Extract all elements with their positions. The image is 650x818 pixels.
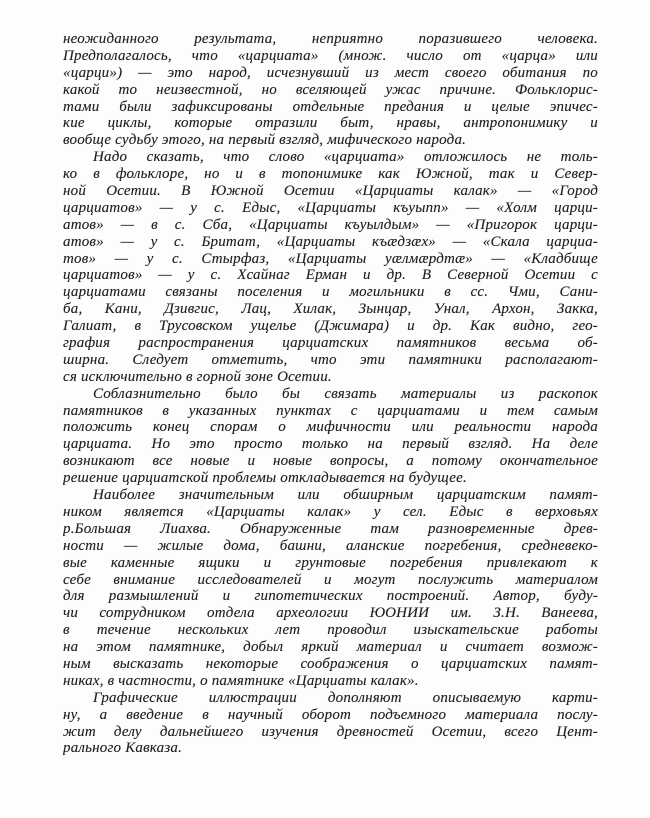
text-line: Надо сказать, что слово «царциата» отложилось не толь- (93, 149, 598, 166)
text-line: р.Большая Лиахва. Обнаруженные там разновременные древ- (63, 520, 598, 537)
text-line: графия распространения царциатских памятников весьма об- (63, 335, 598, 352)
text-line: на этом памятнике, добыл яркий материал и считает возмож- (63, 639, 598, 656)
text-line: вые каменные ящики и грунтовые погребения привлекают к (63, 554, 598, 571)
text-line: ко в фольклоре, но и в топонимике как Южной, так и Север- (63, 166, 598, 183)
text-line: чи сотрудником отдела археологии ЮОНИИ им. З.Н. Ванеева, (63, 605, 598, 622)
text-line: решение царциатской проблемы откладывается на будущее. (63, 470, 467, 487)
text-line: вообще судьбу этого, на первый взгляд, мифического народа. (63, 132, 467, 149)
text-line: возникают все новые и новые вопросы, а потому окончательное (63, 453, 598, 470)
paragraph-2 (63, 149, 598, 385)
page-text-block (63, 31, 598, 757)
text-line: в течение нескольких лет проводил изыскательские работы (63, 622, 598, 639)
text-line: ным высказать некоторые соображения о царциатских памят- (63, 655, 598, 672)
text-line: никах, в частности, о памятнике «Царциаты калак». (63, 672, 419, 689)
text-line: рального Кавказа. (63, 740, 183, 757)
text-line: какой то неизвестной, но вселяющей ужас причине. Фольклорис- (63, 81, 598, 98)
text-line: положить конец спорам о мифичности или реальности народа (63, 419, 598, 436)
text-line: царциатов» — у с. Хсайнаг Ерман и др. В Северной Осетии с (63, 267, 598, 284)
text-line: для размышлений и гипотетических построений. Автор, буду- (63, 588, 598, 605)
text-line: ширна. Следует отметить, что эти памятники располагают- (63, 351, 598, 368)
text-line: Галиат, в Трусовском ущелье (Джимара) и др. Как видно, гео- (63, 318, 598, 335)
paragraph-5 (63, 690, 598, 758)
text-line: неожиданного результата, неприятно поразившего человека. (63, 31, 598, 47)
text-line: жит делу дальнейшего изучения древностей Осетии, всего Цент- (63, 723, 598, 740)
paragraph-4 (63, 487, 598, 690)
text-line: Наиболее значительным или обширным царциатским памят- (93, 487, 598, 504)
text-line: Соблазнительно было бы связать материалы из раскопок (93, 385, 598, 402)
text-line: «царци») — это народ, исчезнувший из мест своего обитания по (63, 64, 598, 81)
text-line: себе внимание исследователей и могут послужить материалом (63, 571, 598, 588)
text-line: тами были зафиксированы отдельные предания и целые эпичес- (63, 98, 598, 115)
text-line: ба, Кани, Дзивгис, Лац, Хилак, Зынцар, Унал, Архон, Закка, (63, 301, 598, 318)
text-line: атов» — в с. Сба, «Царциаты къуылдым» — «Пригорок царци- (63, 216, 598, 233)
text-line: памятников в указанных пунктах с царциатами и тем самым (63, 402, 598, 419)
text-line: царциата. Но это просто только на первый взгляд. На деле (63, 436, 598, 453)
text-line: Предполагалось, что «царциата» (множ. число от «царца» или (63, 47, 598, 64)
text-line: ной Осетии. В Южной Осетии «Царциаты калак» — «Город (63, 183, 598, 200)
text-line: кие циклы, которые отразили быт, нравы, антропонимику и (63, 115, 598, 132)
text-line: царциатами связаны поселения и могильники в сс. Чми, Сани- (63, 284, 598, 301)
text-line: атов» — у с. Бритат, «Царциаты къæдзæх» — «Скала царциа- (63, 233, 598, 250)
text-line: тов» — у с. Стырфаз, «Царциаты уæлмæрдтæ» — «Кладбище (63, 250, 598, 267)
text-line: ности — жилые дома, башни, аланские погребения, средневеко- (63, 537, 598, 554)
paragraph-1 (63, 31, 598, 149)
paragraph-3 (63, 386, 598, 487)
text-line: Графические иллюстрации дополняют описываемую карти- (93, 689, 598, 706)
text-line: ну, а введение в научный оборот подъемного материала послу- (63, 706, 598, 723)
text-line: ником является «Царциаты калак» у сел. Едыс в верховьях (63, 503, 598, 520)
text-line: царциатов» — у с. Едыс, «Царциаты къуыпп» — «Холм царци- (63, 199, 598, 216)
text-line: ся исключительно в горной зоне Осетии. (63, 368, 332, 385)
